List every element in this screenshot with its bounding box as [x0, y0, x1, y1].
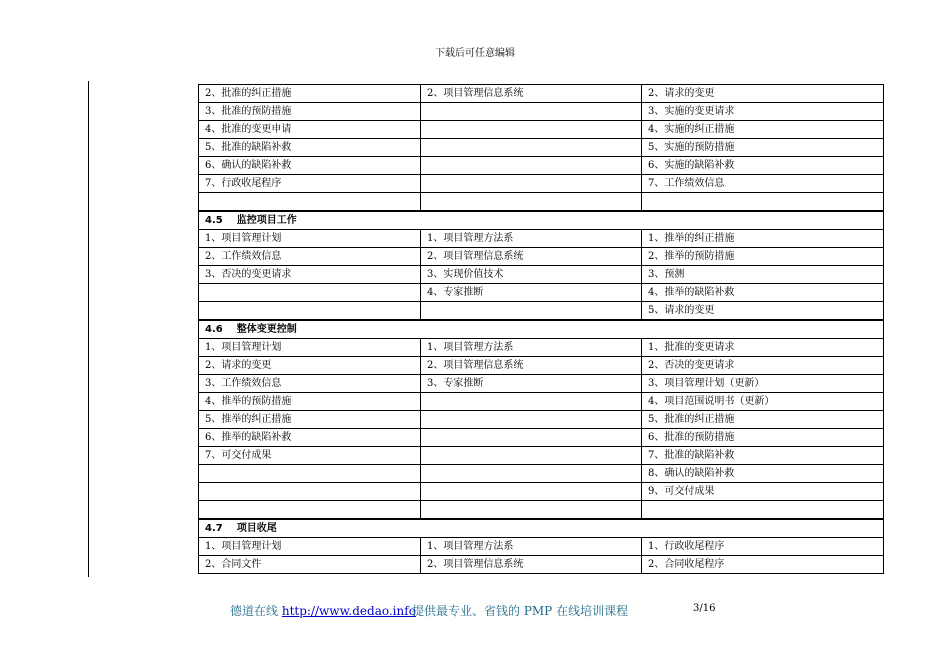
output-cell: 4、推举的缺陷补救 — [642, 284, 884, 302]
table-row — [199, 429, 884, 447]
output-cell: 2、否决的变更请求 — [642, 357, 884, 375]
input-cell: 7、行政收尾程序 — [199, 175, 421, 193]
section-number: 4.7 — [205, 523, 223, 534]
output-cell: 1、推举的纠正措施 — [642, 230, 884, 248]
table-row — [199, 465, 884, 483]
page-number: 3/16 — [693, 603, 716, 614]
input-cell: 6、推举的缺陷补救 — [199, 429, 421, 447]
table-row — [199, 501, 884, 520]
output-cell: 8、确认的缺陷补救 — [642, 465, 884, 483]
tool-cell: 4、专家推断 — [421, 284, 642, 302]
footer-slogan: 提供最专业、省钱的 PMP 在线培训课程 — [412, 604, 629, 618]
input-cell — [199, 483, 421, 501]
output-cell: 7、批准的缺陷补救 — [642, 447, 884, 465]
section-number: 4.5 — [205, 215, 223, 226]
output-cell: 7、工作绩效信息 — [642, 175, 884, 193]
section-title — [199, 519, 884, 538]
output-cell: 2、请求的变更 — [642, 85, 884, 103]
tool-cell — [421, 175, 642, 193]
tool-cell — [421, 465, 642, 483]
table-row — [199, 375, 884, 393]
table-row — [199, 538, 884, 556]
output-cell — [642, 501, 884, 520]
tool-cell — [421, 411, 642, 429]
margin-rule — [88, 81, 89, 577]
input-cell — [199, 284, 421, 302]
section-header — [199, 519, 884, 538]
input-cell: 1、项目管理计划 — [199, 230, 421, 248]
table-row — [199, 157, 884, 175]
table-row — [199, 103, 884, 121]
footer — [0, 602, 950, 618]
section-header — [199, 320, 884, 339]
output-cell: 9、可交付成果 — [642, 483, 884, 501]
tool-cell — [421, 193, 642, 212]
tool-cell — [421, 121, 642, 139]
tool-cell — [421, 447, 642, 465]
input-cell: 2、请求的变更 — [199, 357, 421, 375]
tool-cell: 3、实现价值技术 — [421, 266, 642, 284]
table-row — [199, 139, 884, 157]
input-cell — [199, 465, 421, 483]
tool-cell: 1、项目管理方法系 — [421, 339, 642, 357]
tool-cell: 2、项目管理信息系统 — [421, 248, 642, 266]
section-number: 4.6 — [205, 324, 223, 335]
output-cell: 5、批准的纠正措施 — [642, 411, 884, 429]
section-name: 项目收尾 — [236, 523, 277, 534]
tool-cell: 2、项目管理信息系统 — [421, 85, 642, 103]
table-row — [199, 266, 884, 284]
tool-cell — [421, 429, 642, 447]
footer-brand-text: 德道在线 — [230, 604, 279, 618]
table-row — [199, 357, 884, 375]
tool-cell — [421, 302, 642, 321]
input-cell: 4、推举的预防措施 — [199, 393, 421, 411]
footer-brand — [230, 602, 416, 619]
input-cell: 2、合同文件 — [199, 556, 421, 574]
tool-cell: 2、项目管理信息系统 — [421, 556, 642, 574]
process-io-table — [198, 84, 884, 574]
section-header — [199, 211, 884, 230]
input-cell: 4、批准的变更申请 — [199, 121, 421, 139]
output-cell: 5、请求的变更 — [642, 302, 884, 321]
tool-cell: 2、项目管理信息系统 — [421, 357, 642, 375]
section-title — [199, 211, 884, 230]
table-row — [199, 483, 884, 501]
output-cell: 1、批准的变更请求 — [642, 339, 884, 357]
table-row — [199, 248, 884, 266]
table-row — [199, 193, 884, 212]
input-cell — [199, 193, 421, 212]
input-cell: 3、批准的预防措施 — [199, 103, 421, 121]
table-row — [199, 302, 884, 321]
table-row — [199, 556, 884, 574]
table-row — [199, 230, 884, 248]
output-cell: 3、项目管理计划（更新） — [642, 375, 884, 393]
table-row — [199, 175, 884, 193]
tool-cell — [421, 103, 642, 121]
tool-cell — [421, 139, 642, 157]
tool-cell: 3、专家推断 — [421, 375, 642, 393]
input-cell — [199, 501, 421, 520]
tool-cell — [421, 483, 642, 501]
tool-cell: 1、项目管理方法系 — [421, 538, 642, 556]
header-note: 下载后可任意编辑 — [435, 48, 515, 59]
table-row — [199, 121, 884, 139]
output-cell: 3、预测 — [642, 266, 884, 284]
input-cell: 2、批准的纠正措施 — [199, 85, 421, 103]
table-row — [199, 393, 884, 411]
table-row — [199, 284, 884, 302]
table-body — [199, 85, 884, 574]
section-title — [199, 320, 884, 339]
output-cell: 3、实施的变更请求 — [642, 103, 884, 121]
footer-brand-link[interactable]: http://www.dedao.info — [281, 604, 416, 618]
output-cell: 2、推举的预防措施 — [642, 248, 884, 266]
input-cell: 5、推举的纠正措施 — [199, 411, 421, 429]
output-cell: 6、批准的预防措施 — [642, 429, 884, 447]
input-cell: 1、项目管理计划 — [199, 339, 421, 357]
input-cell: 6、确认的缺陷补救 — [199, 157, 421, 175]
input-cell: 3、否决的变更请求 — [199, 266, 421, 284]
output-cell: 4、项目范围说明书（更新） — [642, 393, 884, 411]
table-row — [199, 85, 884, 103]
tool-cell — [421, 501, 642, 520]
output-cell: 6、实施的缺陷补救 — [642, 157, 884, 175]
input-cell: 3、工作绩效信息 — [199, 375, 421, 393]
table-row — [199, 411, 884, 429]
table-row — [199, 447, 884, 465]
section-name: 监控项目工作 — [236, 215, 297, 226]
table-row — [199, 339, 884, 357]
tool-cell — [421, 393, 642, 411]
input-cell: 1、项目管理计划 — [199, 538, 421, 556]
input-cell: 5、批准的缺陷补救 — [199, 139, 421, 157]
output-cell: 5、实施的预防措施 — [642, 139, 884, 157]
output-cell: 4、实施的纠正措施 — [642, 121, 884, 139]
output-cell: 2、合同收尾程序 — [642, 556, 884, 574]
section-name: 整体变更控制 — [236, 324, 297, 335]
input-cell — [199, 302, 421, 321]
input-cell: 7、可交付成果 — [199, 447, 421, 465]
output-cell — [642, 193, 884, 212]
input-cell: 2、工作绩效信息 — [199, 248, 421, 266]
tool-cell — [421, 157, 642, 175]
tool-cell: 1、项目管理方法系 — [421, 230, 642, 248]
output-cell: 1、行政收尾程序 — [642, 538, 884, 556]
